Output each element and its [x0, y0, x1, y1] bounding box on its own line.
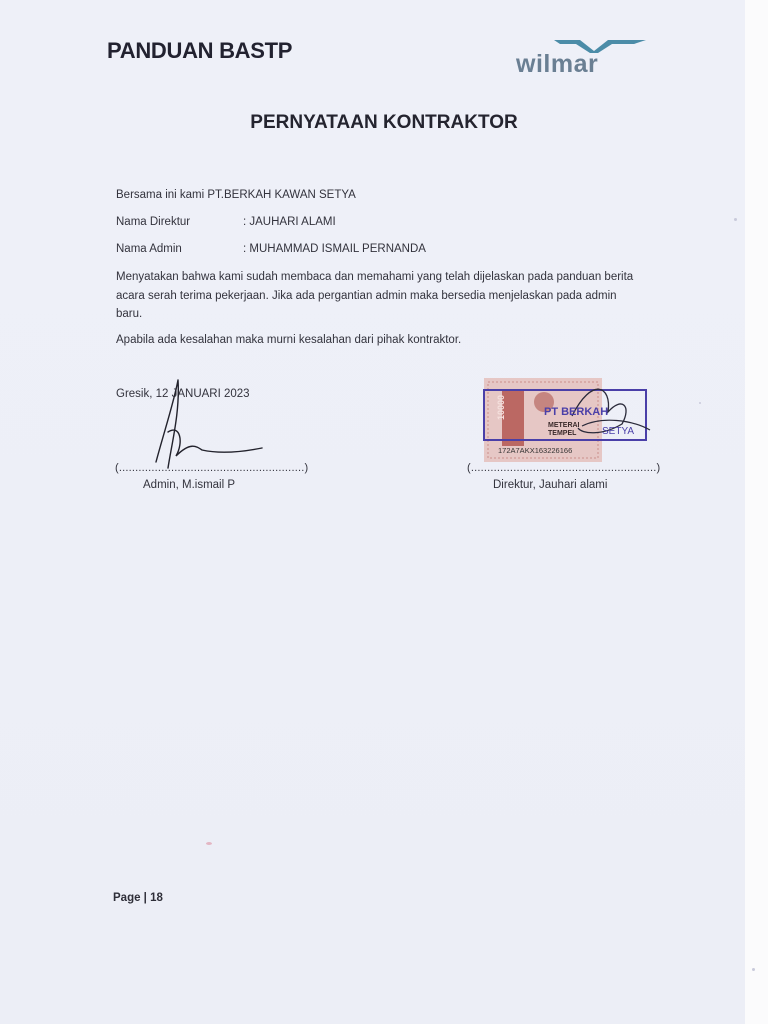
admin-value: : MUHAMMAD ISMAIL PERNANDA [243, 243, 426, 255]
meterai-label: METERAI TEMPEL [548, 422, 580, 437]
place-date: Gresik, 12 JANUARI 2023 [116, 388, 250, 400]
admin-signature-line: (.........................................................) [115, 462, 309, 474]
wilmar-logo [512, 38, 652, 80]
company-stamp [482, 376, 652, 466]
admin-caption: Admin, M.ismail P [143, 479, 236, 491]
director-label: Nama Direktur [116, 216, 191, 228]
logo-text: wilmar [516, 50, 599, 78]
page-number: Page | 18 [113, 892, 163, 904]
stamp-suffix-text: SETYA [602, 426, 635, 437]
closing-line: Apabila ada kesalahan maka murni kesalahan dari pihak kontraktor. [116, 334, 462, 346]
meterai-value: 10000 [496, 394, 506, 420]
director-signature-line: (.........................................................) [467, 462, 661, 474]
director-caption: Direktur, Jauhari alami [493, 479, 608, 491]
scan-speck [699, 402, 701, 404]
admin-label: Nama Admin [116, 243, 182, 255]
scan-speck [734, 218, 737, 221]
header-title: PANDUAN BASTP [107, 38, 293, 63]
page-edge [745, 0, 768, 1024]
scan-speck [206, 842, 212, 845]
scan-speck [752, 968, 755, 971]
meterai-serial: 172A7AKX163226166 [498, 446, 573, 455]
document-title: PERNYATAAN KONTRAKTOR [250, 112, 518, 133]
statement-paragraph: Menyatakan bahwa kami sudah membaca dan memahami yang telah dijelaskan pada panduan berita acara serah terima pekerjaan. Jika ada pergantian admin maka bersedia menjelaskan pada admin baru. [116, 271, 634, 320]
intro-line: Bersama ini kami PT.BERKAH KAWAN SETYA [116, 189, 356, 201]
stamp-company-text: PT BERKAH [544, 406, 609, 418]
director-value: : JAUHARI ALAMI [243, 216, 336, 228]
